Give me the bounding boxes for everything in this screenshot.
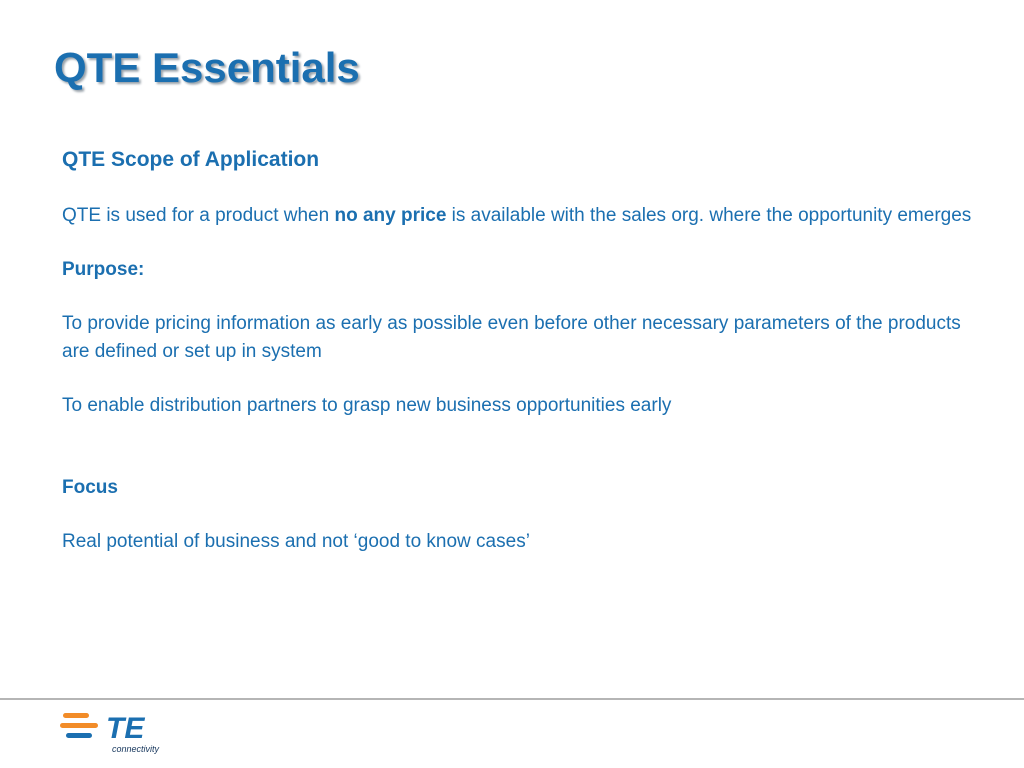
- spacer: [62, 284, 992, 310]
- focus-heading: Focus: [62, 477, 118, 498]
- scope-heading: QTE Scope of Application: [62, 148, 320, 171]
- te-stripes-icon: [60, 713, 98, 738]
- logo-stripe-2: [60, 723, 98, 728]
- slide-body: [62, 144, 992, 556]
- purpose-item-2: To enable distribution partners to grasp new business opportunities early: [62, 395, 672, 416]
- spacer: [62, 502, 992, 528]
- spacer: [62, 176, 992, 202]
- purpose-heading: Purpose:: [62, 259, 145, 280]
- spacer: [62, 230, 992, 256]
- slide-title: QTE Essentials: [54, 44, 360, 91]
- scope-paragraph: [62, 202, 992, 230]
- focus-text: Real potential of business and not ‘good to know cases’: [62, 531, 530, 552]
- logo-stripe-1: [63, 713, 89, 718]
- purpose-item-1: To provide pricing information as early as possible even before other necessary parameters of the products are defined or set up in system: [62, 313, 961, 362]
- spacer: [62, 420, 992, 474]
- footer-divider: [0, 698, 1024, 700]
- scope-text-start: QTE is used for a product when: [62, 205, 335, 226]
- scope-text-end: is available with the sales org. where the opportunity emerges: [446, 205, 972, 226]
- scope-text-emphasis: no any price: [334, 205, 447, 226]
- logo-stripe-3: [66, 733, 92, 738]
- logo-wordmark: TE: [106, 712, 145, 745]
- te-connectivity-logo: [60, 710, 180, 758]
- spacer: [62, 366, 992, 392]
- logo-subtext: connectivity: [112, 744, 160, 754]
